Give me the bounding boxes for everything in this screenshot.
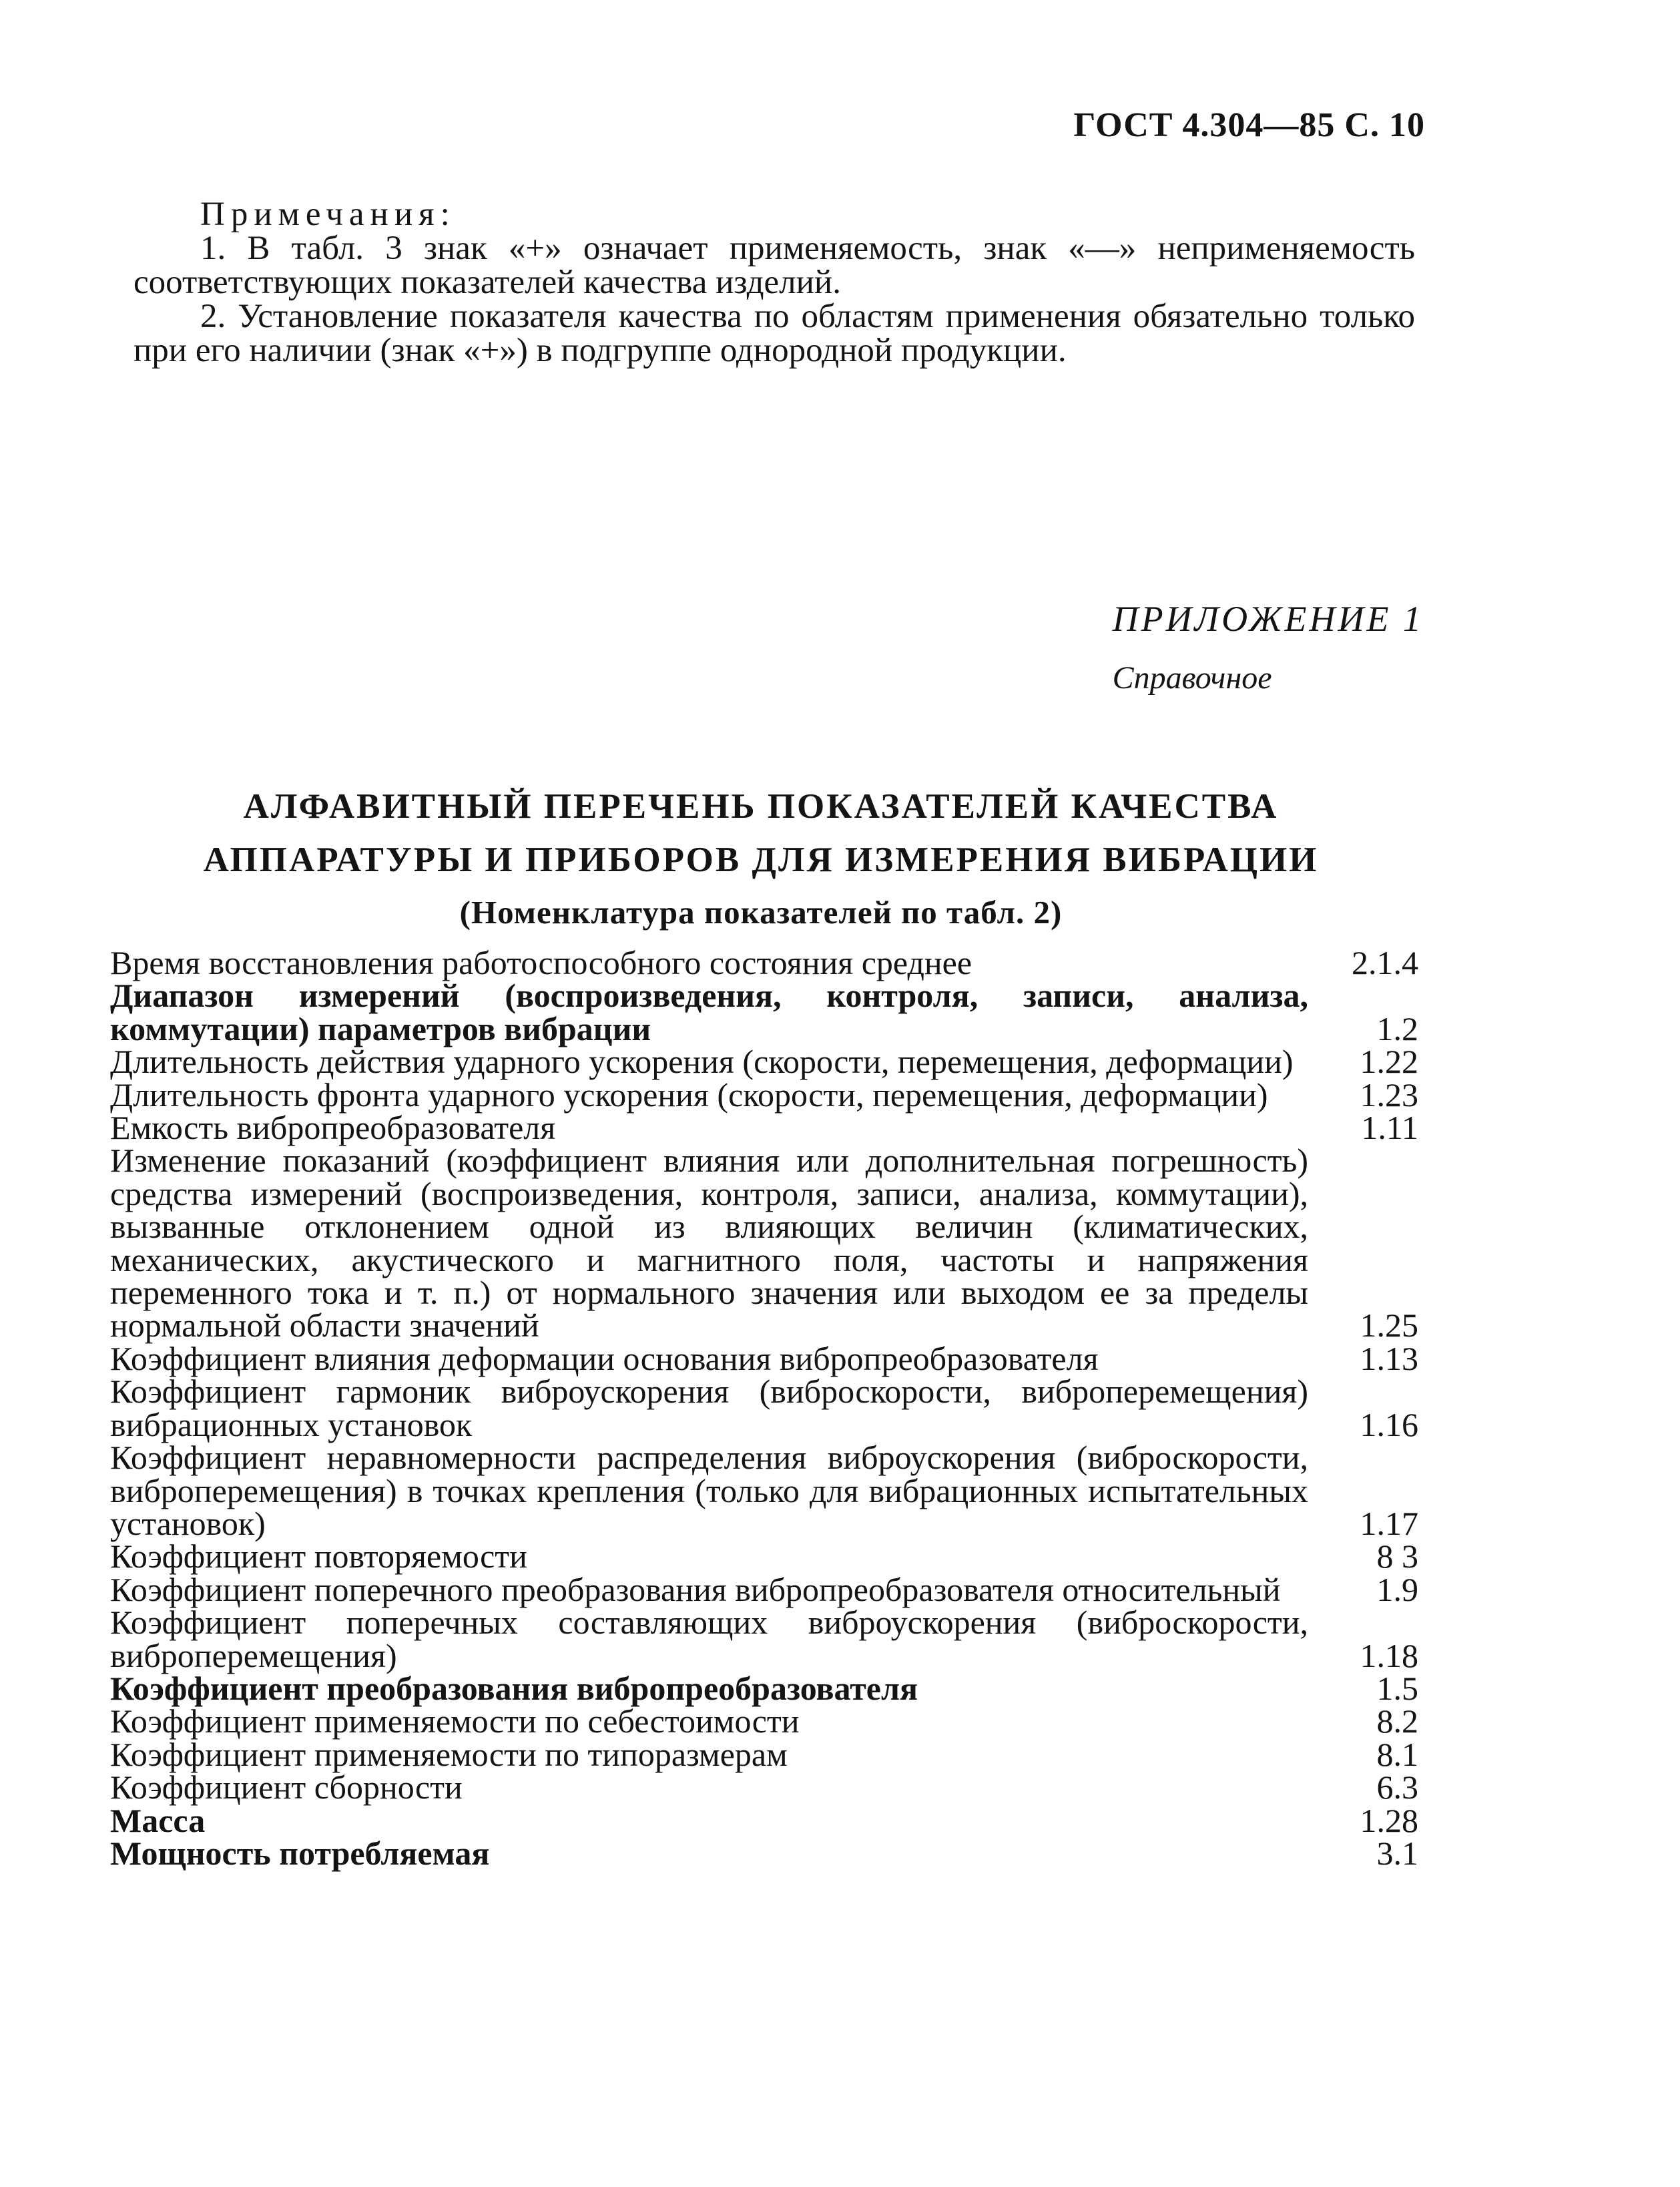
index-entry — [110, 1606, 1418, 1672]
index-entry-text: Изменение показаний (коэффициент влияния или дополнительная погрешность) средства измерений (воспроизведения, контроля, записи, анализа, коммутации), вызванные отклонением одной из влияющих величин (климатических, механических, акустического и магнитного поля, частоты и напряжения переменного тока и т. п.) от нормального значения или выходом ее за пределы нормальной области значений — [110, 1142, 1308, 1345]
index-entry-text: Коэффициент применяемости по типоразмерам — [110, 1735, 788, 1773]
index-list — [110, 944, 1418, 1872]
appendix-title: ПРИЛОЖЕНИЕ 1 — [1112, 599, 1424, 639]
index-entry — [110, 1735, 1418, 1773]
index-entry — [110, 1109, 1418, 1147]
index-entry-text: Время восстановления работоспособного состояния среднее — [110, 944, 972, 981]
index-entry-text: Коэффициент гармоник виброускорения (виброскорости, виброперемещения) вибрационных установок — [110, 1373, 1308, 1443]
index-entry-ref: 1.13 — [1360, 1339, 1418, 1377]
index-entry-text: Емкость вибропреобразователя — [110, 1109, 556, 1147]
index-entry-ref: 1.18 — [1360, 1636, 1418, 1674]
index-entry — [110, 1441, 1418, 1540]
index-entry-text: Длительность действия ударного ускорения (скорости, перемещения, деформации) — [110, 1043, 1294, 1081]
index-entry-ref: 1.16 — [1360, 1405, 1418, 1443]
index-entry-text: Коэффициент преобразования вибропреобразователя — [110, 1669, 918, 1707]
index-entry-text: Длительность фронта ударного ускорения (скорости, перемещения, деформации) — [110, 1075, 1268, 1114]
index-entry — [110, 1375, 1418, 1441]
index-entry-ref: 1.2 — [1376, 1009, 1418, 1047]
document-subtitle: (Номенклатура показателей по табл. 2) — [459, 894, 1063, 931]
index-entry-ref: 2.1.4 — [1352, 944, 1418, 981]
note-1: 1. В табл. 3 знак «+» означает применяемость, знак «—» неприменяемость соответствующих показателей качества изделий. — [133, 230, 1415, 301]
index-entry-ref: 8.1 — [1376, 1735, 1418, 1773]
index-entry-ref: 1.5 — [1376, 1669, 1418, 1707]
index-entry — [110, 1537, 1418, 1575]
index-entry-ref: 6.3 — [1376, 1768, 1418, 1806]
index-entry-ref: 3.1 — [1376, 1834, 1418, 1872]
index-entry — [110, 1075, 1418, 1114]
index-entry-text: Коэффициент неравномерности распределения виброускорения (виброскорости, виброперемещения) в точках крепления (только для вибрационных испытательных установок) — [110, 1439, 1308, 1542]
index-entry-text: Диапазон измерений (воспроизведения, контроля, записи, анализа, коммутации) параметров вибрации — [110, 977, 1308, 1047]
index-entry — [110, 1801, 1418, 1839]
index-entry-ref: 8 3 — [1376, 1537, 1418, 1575]
index-entry-text: Коэффициент поперечного преобразования вибропреобразователя относительный — [110, 1570, 1281, 1608]
index-entry — [110, 1768, 1418, 1806]
index-entry-text: Коэффициент поперечных составляющих виброускорения (виброскорости, виброперемещения) — [110, 1604, 1308, 1674]
index-entry-ref: 1.28 — [1360, 1801, 1418, 1839]
index-entry-text: Мощность потребляемая — [110, 1834, 490, 1872]
index-entry — [110, 1669, 1418, 1707]
document-title-line-1: АЛФАВИТНЫЙ ПЕРЕЧЕНЬ ПОКАЗАТЕЛЕЙ КАЧЕСТВА — [243, 787, 1279, 826]
index-entry-ref: 1.25 — [1360, 1306, 1418, 1345]
appendix-subtitle: Справочное — [1112, 660, 1272, 696]
index-entry-ref: 1.17 — [1360, 1504, 1418, 1542]
index-entry-text: Коэффициент повторяемости — [110, 1537, 527, 1575]
index-entry — [110, 979, 1418, 1045]
note-2: 2. Установление показателя качества по областям применения обязательно только при его наличии (знак «+») в подгруппе однородной продукции. — [133, 298, 1415, 369]
index-entry-ref: 1.23 — [1360, 1075, 1418, 1114]
appendix-label — [1113, 598, 1424, 696]
document-title-line-2: АППАРАТУРЫ И ПРИБОРОВ ДЛЯ ИЗМЕРЕНИЯ ВИБРАЦИИ — [203, 840, 1319, 879]
index-entry-ref: 1.22 — [1360, 1043, 1418, 1081]
notes-section — [133, 198, 1415, 368]
index-entry-ref: 1.11 — [1361, 1109, 1418, 1147]
index-entry — [110, 1043, 1418, 1081]
index-entry-text: Масса — [110, 1801, 206, 1839]
document-title — [133, 780, 1388, 887]
page-header: ГОСТ 4.304—85 С. 10 — [1073, 106, 1425, 144]
index-entry — [110, 1834, 1418, 1872]
index-entry-ref: 1.9 — [1376, 1570, 1418, 1608]
index-entry — [110, 1339, 1418, 1377]
index-entry — [110, 1702, 1418, 1740]
index-entry — [110, 944, 1418, 981]
index-entry-ref: 8.2 — [1376, 1702, 1418, 1740]
notes-title: Примечания: — [200, 196, 456, 233]
index-entry — [110, 1570, 1418, 1608]
index-entry-text: Коэффициент сборности — [110, 1768, 463, 1806]
index-entry — [110, 1142, 1418, 1345]
index-entry-text: Коэффициент влияния деформации основания вибропреобразователя — [110, 1339, 1099, 1377]
index-entry-text: Коэффициент применяемости по себестоимости — [110, 1702, 800, 1740]
